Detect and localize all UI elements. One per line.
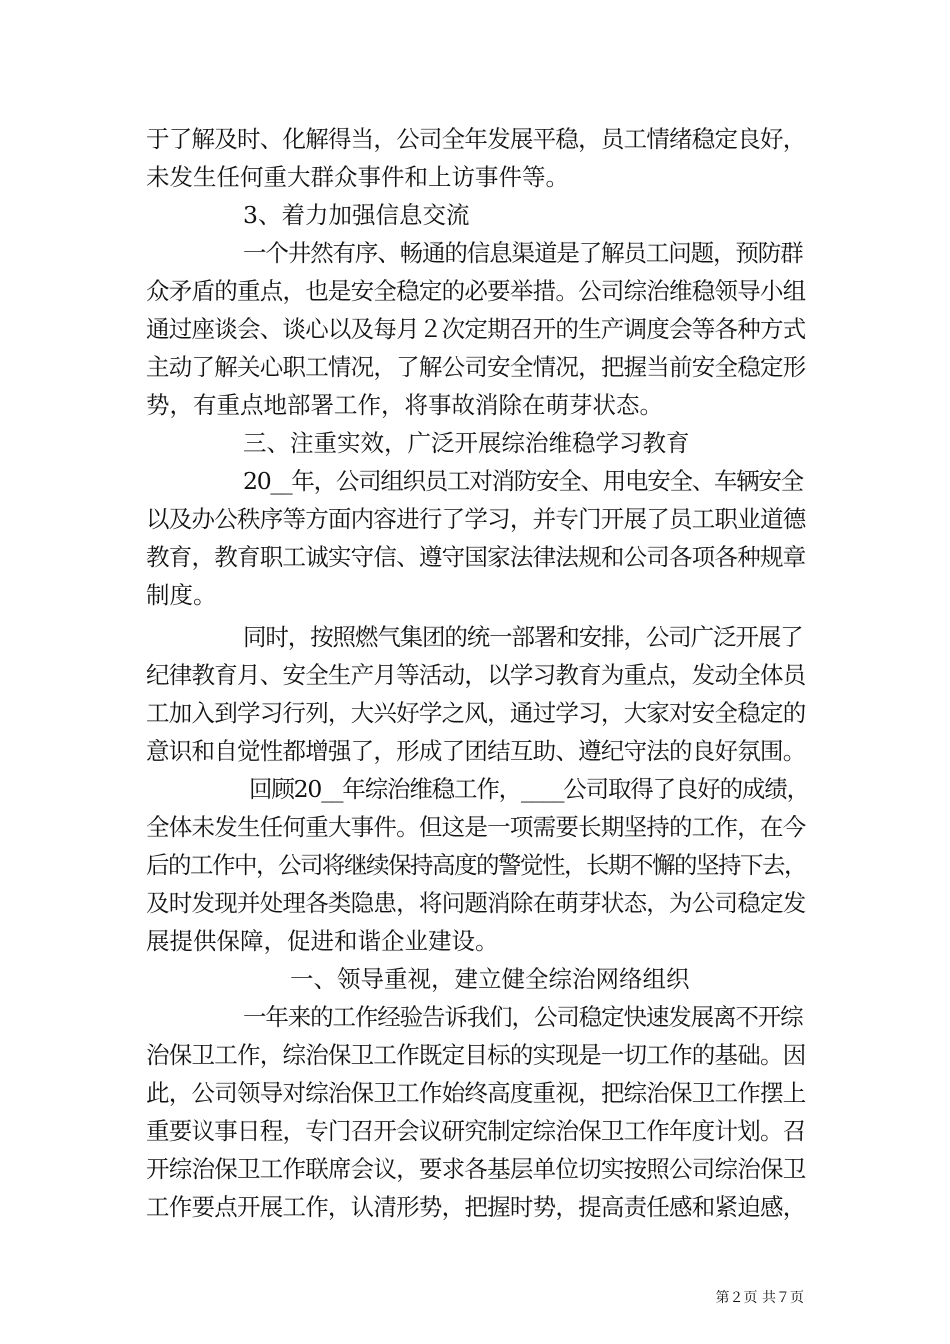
text-line: 全体未发生任何重大事件。但这是一项需要长期坚持的工作，在今 xyxy=(146,813,806,841)
text-line: 未发生任何重大群众事件和上访事件等。 xyxy=(146,163,569,191)
text-line: 同时，按照燃气集团的统一部署和安排，公司广泛开展了 xyxy=(243,623,803,651)
text-line: 于了解及时、化解得当，公司全年发展平稳，员工情绪稳定良好， xyxy=(146,125,806,153)
text-line: 展提供保障，促进和谐企业建设。 xyxy=(146,927,499,955)
text-line: 20__年，公司组织员工对消防安全、用电安全、车辆安全 xyxy=(243,467,803,495)
text-line: 制度。 xyxy=(146,581,217,609)
text-line: 纪律教育月、安全生产月等活动，以学习教育为重点，发动全体员 xyxy=(146,661,806,689)
text-line: 一年来的工作经验告诉我们，公司稳定快速发展离不开综 xyxy=(243,1003,803,1031)
text-line: 势，有重点地部署工作，将事故消除在萌芽状态。 xyxy=(146,391,663,419)
text-line: 重要议事日程，专门召开会议研究制定综治保卫工作年度计划。召 xyxy=(146,1117,806,1145)
text-line: 意识和自觉性都增强了，形成了团结互助、遵纪守法的良好氛围。 xyxy=(146,737,806,765)
text-line: 众矛盾的重点，也是安全稳定的必要举措。公司综治维稳领导小组 xyxy=(146,277,806,305)
text-line: 教育，教育职工诚实守信、遵守国家法律法规和公司各项各种规章 xyxy=(146,543,806,571)
text-line: 开综治保卫工作联席会议，要求各基层单位切实按照公司综治保卫 xyxy=(146,1155,806,1183)
text-line: 工作要点开展工作，认清形势，把握时势，提高责任感和紧迫感， xyxy=(146,1193,806,1221)
text-line: 以及办公秩序等方面内容进行了学习，并专门开展了员工职业道德 xyxy=(146,505,806,533)
text-line: 回顾20__年综治维稳工作，____公司取得了良好的成绩， xyxy=(249,775,809,803)
section-heading: 三、注重实效，广泛开展综治维稳学习教育 xyxy=(243,429,690,457)
text-line: 工加入到学习行列，大兴好学之风，通过学习，大家对安全稳定的 xyxy=(146,699,806,727)
text-line: 及时发现并处理各类隐患，将问题消除在萌芽状态，为公司稳定发 xyxy=(146,889,806,917)
text-line: 通过座谈会、谈心以及每月２次定期召开的生产调度会等各种方式 xyxy=(146,315,806,343)
section-heading: 一、领导重视，建立健全综治网络组织 xyxy=(290,965,690,993)
text-line: 此，公司领导对综治保卫工作始终高度重视，把综治保卫工作摆上 xyxy=(146,1079,806,1107)
text-line: 治保卫工作，综治保卫工作既定目标的实现是一切工作的基础。因 xyxy=(146,1041,806,1069)
text-line: 后的工作中，公司将继续保持高度的警觉性，长期不懈的坚持下去， xyxy=(146,851,806,879)
text-line: 一个井然有序、畅通的信息渠道是了解员工问题，预防群 xyxy=(243,239,803,267)
text-line: 主动了解关心职工情况，了解公司安全情况，把握当前安全稳定形 xyxy=(146,353,806,381)
page-number: 第２页 共７页 xyxy=(715,1290,804,1306)
section-heading: 3、着力加强信息交流 xyxy=(243,201,470,229)
